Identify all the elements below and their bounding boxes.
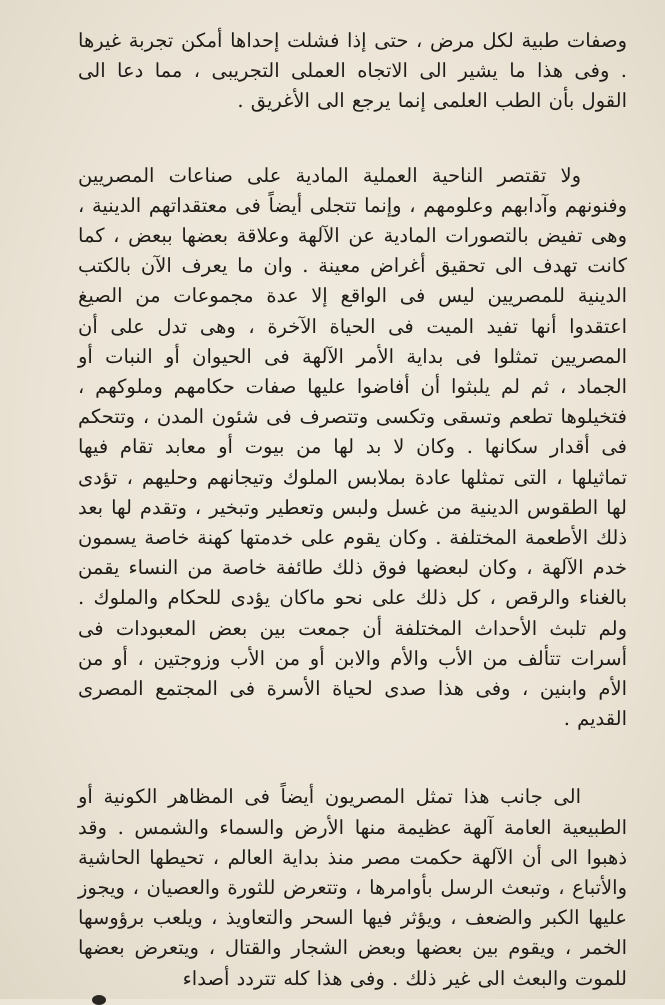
ink-blot-mark <box>92 995 106 1005</box>
paragraph-3 <box>78 782 627 993</box>
paragraph-1-text: وصفات طبية لكل مرض ، حتى إذا فشلت إحداها أمكن تجربة غيرها . وفى هذا ما يشير الى الاتجاه العملى التجريبى ، مما دعا الى القول بأن الطب العلمى إنما يرجع الى الأغريق . <box>78 29 627 113</box>
page-body-text <box>78 26 627 994</box>
paragraph-1 <box>78 26 627 117</box>
paragraph-2-text: ولا تقتصر الناحية العملية المادية على صناعات المصريين وفنونهم وآدابهم وعلومهم ، وإنما تتجلى أيضاً فى معتقداتهم الدينية ، وهى تفيض بالتصورات المادية عن الآلهة وعلاقة بعضها ببعض ، كما كانت تهدف الى تحقيق أغراض معينة . وان ما يعرف الآن بالكتب الدينية للمصريين ليس فى الواقع إلا عدة مجموعات من الصيغ اعتقدوا أنها تفيد الميت فى الحياة الآخرة ، وهى تدل على أن المصريين تمثلوا فى بداية الأمر الآلهة فى الحيوان أو النبات أو الجماد ، ثم لم يلبثوا أن أفاضوا عليها صفات حكامهم وملوكهم ، فتخيلوها تطعم وتسقى وتكسى وتتصرف فى شئون المدن ، وتتحكم فى أقدار سكانها . وكان لا بد لها من بيوت أو معابد تقام فيها تماثيلها ، التى تمثلها عادة بملابس الملوك وتيجانهم وحليهم ، تؤدى لها الطقوس الدينية من غسل ولبس وتعطير وتبخير ، وتقدم لها بعد ذلك الأطعمة المختلفة . وكان يقوم على خدمتها كهنة خاصة يسمون خدم الآلهة ، وكان لبعضها فوق ذلك طائفة خاصة من النساء يقمن بالغناء والرقص ، كل ذلك على نحو ماكان يؤدى للحكام والملوك . ولم تلبث الأحداث المختلفة أن جمعت بين بعض المعبودات فى أسرات تتألف من الأب والأم والابن أو من الأب وزوجتين ، أو من الأم وابنين ، وفى هذا صدى لحياة الأسرة فى المجتمع المصرى القديم . <box>78 163 627 731</box>
paragraph-3-text: الى جانب هذا تمثل المصريون أيضاً فى المظاهر الكونية أو الطبيعية العامة آلهة عظيمة منها الأرض والسماء والشمس . وقد ذهبوا الى أن الآلهة حكمت مصر منذ بداية العالم ، تحيطها الحاشية والأتباع ، وتبعث الرسل بأوامرها ، وتتعرض للثورة والعصيان ، ويجوز عليها الكبر والضعف ، ويؤثر فيها السحر والتعاويذ ، ويلعب برؤوسها الخمر ، ويقوم بين بعضها وبعض الشجار والقتال ، ويتعرض بعضها للموت والبعث الى غير ذلك . وفى هذا كله تتردد أصداء <box>78 785 627 990</box>
paragraph-2 <box>78 161 627 735</box>
